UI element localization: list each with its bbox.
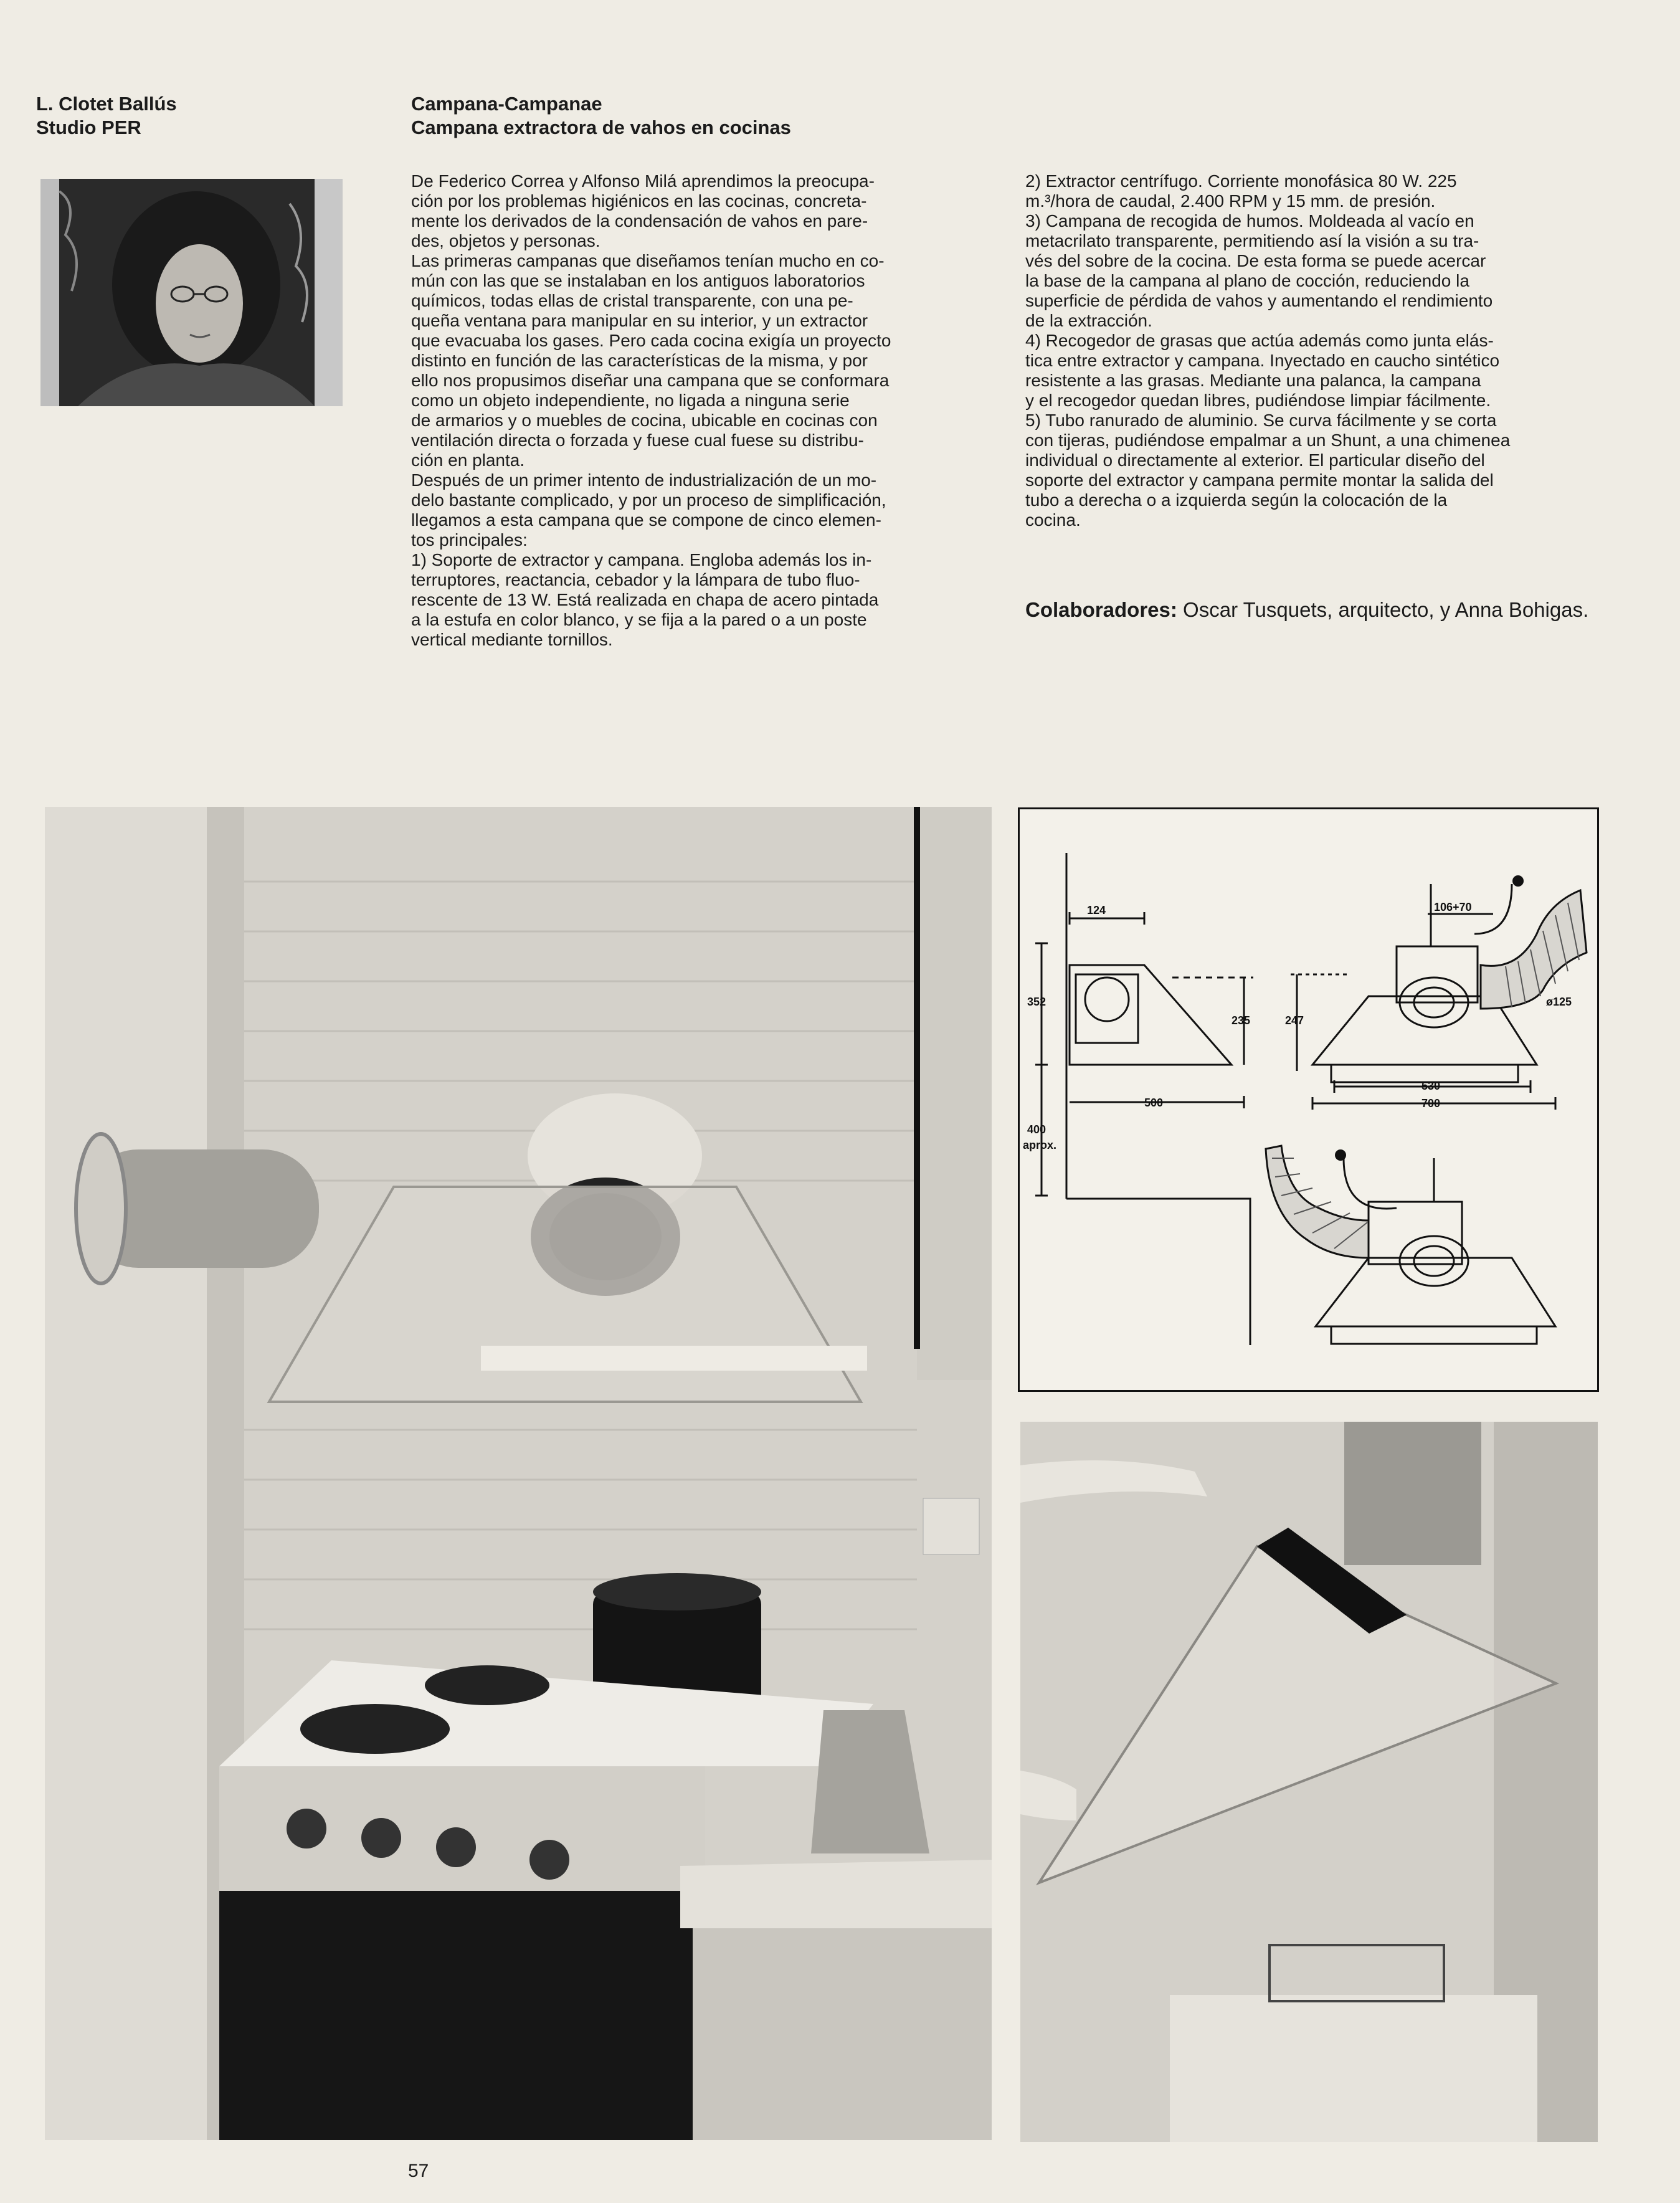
page-number: 57 xyxy=(408,2161,429,2181)
hood-dimension-drawing xyxy=(1020,809,1597,1390)
dim-aprox: aprox. xyxy=(1023,1139,1057,1151)
text-line: ventilación directa o forzada y fuese cual fuese su distribu- xyxy=(411,431,864,450)
text-line: químicos, todas ellas de cristal transparente, con una pe- xyxy=(411,291,853,310)
author-portrait-photo xyxy=(40,179,343,406)
text-line: vertical mediante tornillos. xyxy=(411,630,613,649)
hood-cleaning-photo xyxy=(1020,1422,1598,2142)
text-line: ello nos propusimos diseñar una campana que se conformara xyxy=(411,371,890,390)
text-line: 5) Tubo ranurado de aluminio. Se curva fácilmente y se corta xyxy=(1025,411,1497,430)
dim-352: 352 xyxy=(1027,996,1046,1008)
author-name: L. Clotet Ballús xyxy=(36,93,177,115)
text-line: de la extracción. xyxy=(1025,311,1152,330)
dim-diameter-125: ø125 xyxy=(1546,996,1572,1008)
text-line: vés del sobre de la cocina. De esta forma se puede acercar xyxy=(1025,251,1486,270)
dim-235: 235 xyxy=(1232,1014,1251,1027)
text-line: superficie de pérdida de vahos y aumentando el rendimiento xyxy=(1025,291,1493,310)
text-line: rescente de 13 W. Está realizada en chapa de acero pintada xyxy=(411,590,879,609)
text-line: distinto en función de las características de la misma, y por xyxy=(411,351,868,370)
dim-106-70: 106+70 xyxy=(1434,901,1472,913)
text-line: individual o directamente al exterior. El particular diseño del xyxy=(1025,450,1485,470)
dim-124: 124 xyxy=(1087,904,1106,916)
dim-247: 247 xyxy=(1285,1014,1304,1027)
text-line: De Federico Correa y Alfonso Milá aprendimos la preocupa- xyxy=(411,171,875,191)
text-line: y el recogedor quedan libres, pudiéndose limpiar fácilmente. xyxy=(1025,391,1491,410)
text-line: des, objetos y personas. xyxy=(411,231,600,250)
dim-400: 400 xyxy=(1027,1123,1046,1136)
text-line: 4) Recogedor de grasas que actúa además como junta elás- xyxy=(1025,331,1494,350)
text-line: ción en planta. xyxy=(411,450,525,470)
text-line: de armarios y o muebles de cocina, ubicable en cocinas con xyxy=(411,411,878,430)
hood-cleaning-illustration xyxy=(1020,1422,1598,2142)
text-line: llegamos a esta campana que se compone de cinco elemen- xyxy=(411,510,881,530)
text-line: 2) Extractor centrífugo. Corriente monofásica 80 W. 225 xyxy=(1025,171,1457,191)
text-line: Después de un primer intento de industrialización de un mo- xyxy=(411,470,877,490)
text-line: tica entre extractor y campana. Inyectado en caucho sintético xyxy=(1025,351,1500,370)
text-line: delo bastante complicado, y por un proceso de simplificación, xyxy=(411,490,886,510)
kitchen-hood-photo xyxy=(45,807,992,2140)
text-line: tubo a derecha o a izquierda según la colocación de la xyxy=(1025,490,1448,510)
text-line: mún con las que se instalaban en los antiguos laboratorios xyxy=(411,271,865,290)
text-line: cocina. xyxy=(1025,510,1081,530)
text-line: resistente a las grasas. Mediante una palanca, la campana xyxy=(1025,371,1481,390)
collaborators-label: Colaboradores: xyxy=(1025,598,1177,621)
text-line: 1) Soporte de extractor y campana. Engloba además los in- xyxy=(411,550,872,569)
kitchen-scene-illustration xyxy=(45,807,992,2140)
body-text-column-1 xyxy=(411,171,990,650)
article-title-block xyxy=(411,92,791,140)
dim-530: 530 xyxy=(1421,1080,1441,1092)
collaborators-names: Oscar Tusquets, arquitecto, y Anna Bohigas. xyxy=(1177,598,1589,621)
article-subtitle: Campana extractora de vahos en cocinas xyxy=(411,117,791,138)
text-line: ción por los problemas higiénicos en las cocinas, concreta- xyxy=(411,191,867,211)
article-title: Campana-Campanae xyxy=(411,93,602,115)
text-line: mente los derivados de la condensación de vahos en pare- xyxy=(411,211,868,231)
author-block xyxy=(36,92,177,140)
technical-drawing xyxy=(1018,807,1599,1392)
text-line: a la estufa en color blanco, y se fija a la pared o a un poste xyxy=(411,610,867,629)
text-line: queña ventana para manipular en su interior, y un extractor xyxy=(411,311,868,330)
text-line: metacrilato transparente, permitiendo así la visión a su tra- xyxy=(1025,231,1479,250)
text-line: como un objeto independiente, no ligada a ninguna serie xyxy=(411,391,850,410)
text-line: terruptores, reactancia, cebador y la lámpara de tubo fluo- xyxy=(411,570,860,589)
dim-500: 500 xyxy=(1144,1097,1164,1109)
dim-700: 700 xyxy=(1421,1097,1441,1110)
collaborators-credit xyxy=(1025,598,1605,622)
text-line: 3) Campana de recogida de humos. Moldeada al vacío en xyxy=(1025,211,1474,231)
text-line: m.³/hora de caudal, 2.400 RPM y 15 mm. de presión. xyxy=(1025,191,1436,211)
studio-name: Studio PER xyxy=(36,117,141,138)
text-line: que evacuaba los gases. Pero cada cocina exigía un proyecto xyxy=(411,331,891,350)
text-line: Las primeras campanas que diseñamos tenían mucho en co- xyxy=(411,251,885,270)
text-line: soporte del extractor y campana permite montar la salida del xyxy=(1025,470,1494,490)
portrait-illustration xyxy=(40,179,343,406)
text-line: la base de la campana al plano de cocción, reduciendo la xyxy=(1025,271,1469,290)
text-line: tos principales: xyxy=(411,530,528,550)
body-text-column-2 xyxy=(1025,171,1605,530)
text-line: con tijeras, pudiéndose empalmar a un Shunt, a una chimenea xyxy=(1025,431,1511,450)
